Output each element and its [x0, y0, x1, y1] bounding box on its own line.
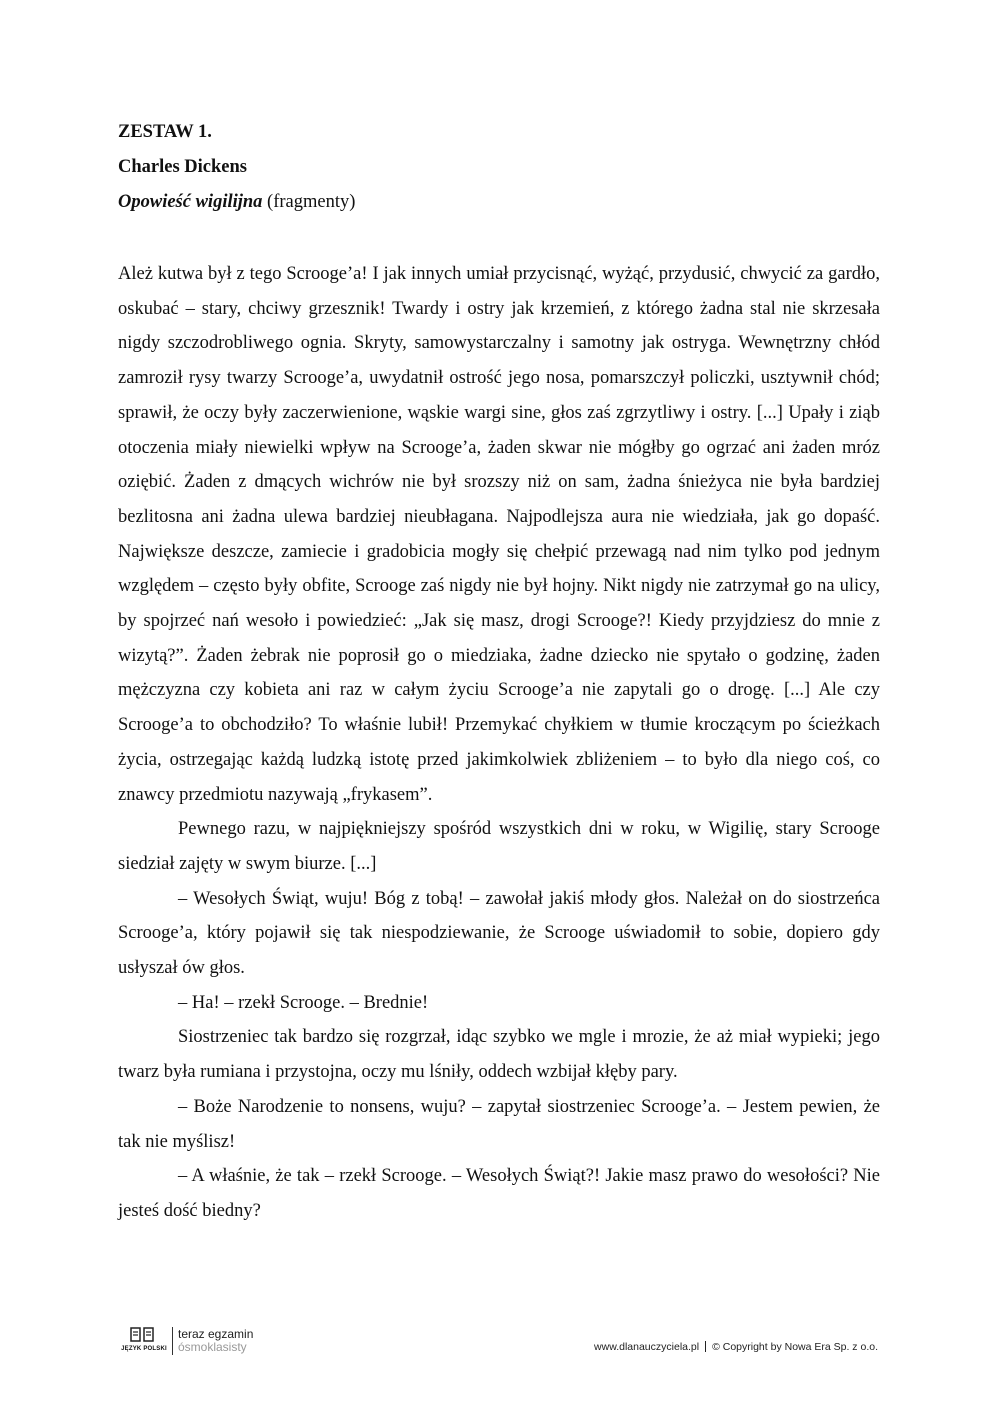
brand-line-2: ósmoklasisty [178, 1340, 247, 1354]
book-icon [130, 1327, 154, 1343]
author-name: Charles Dickens [118, 157, 247, 177]
work-title-note: (fragmenty) [267, 192, 356, 212]
website-link[interactable]: www.dlanauczyciela.pl [594, 1341, 700, 1353]
brand-line-1: teraz egzamin [178, 1327, 254, 1341]
set-label: ZESTAW 1. [118, 122, 212, 142]
work-title-line [118, 190, 355, 214]
text-body [118, 257, 880, 1229]
page-footer [0, 1325, 1000, 1365]
logo-divider [172, 1327, 173, 1355]
paragraph-2: Pewnego razu, w najpiękniejszy spośród wszystkich dni w roku, w Wigilię, stary Scrooge siedział zajęty w swym biurze. [...] [118, 819, 880, 874]
publisher-logo [118, 1327, 170, 1357]
work-title: Opowieść wigilijna [118, 192, 263, 212]
paragraph-6: – Boże Narodzenie to nonsens, wuju? – zapytał siostrzeniec Scrooge’a. – Jestem pewien, że tak nie myślisz! [118, 1096, 880, 1152]
paragraph-3: – Wesołych Świąt, wuju! Bóg z tobą! – zawołał jakiś młody głos. Należał on do siostrzeńca Scrooge’a, który pojawił się tak niespodziewanie, że Scrooge uświadomił to sobie, dopiero gdy usłyszał ów głos. [118, 888, 880, 979]
footer-divider [705, 1341, 706, 1352]
paragraph-4: – Ha! – rzekł Scrooge. – Brednie! [178, 992, 429, 1013]
logo-caption: JĘZYK POLSKI [121, 1346, 167, 1352]
paragraph-5: Siostrzeniec tak bardzo się rozgrzał, idąc szybko we mgle i mrozie, że aż miał wypieki; jego twarz była rumiana i przystojna, oczy mu lśniły, oddech wzbijał kłęby pary. [118, 1027, 880, 1083]
footer-credits [594, 1341, 878, 1353]
copyright-text: © Copyright by Nowa Era Sp. z o.o. [712, 1341, 878, 1353]
paragraph-1: Ależ kutwa był z tego Scrooge’a! I jak innych umiał przycisnąć, wyżąć, przydusić, chwycić za gardło, oskubać – stary, chciwy grzesznik! Twardy i ostry jak krzemień, z którego żadna stal nie skrzesała nigdy szczodrobliwego ognia. Skryty, samowystarczalny i samotny jak ostryga. Wewnętrzny chłód zamroził rysy twarzy Scrooge’a, uwydatnił ostrość jego nosa, pomarszczył policzki, usztywnił chód; sprawił, że oczy były zaczerwienione, wąskie wargi sine, głos zaś zgrzytliwy i ostry. [...] Upały i ziąb otoczenia miały niewielki wpływ na Scrooge’a, żaden skwar nie mógłby go ogrzać ani żaden mróz oziębić. Żaden z dmących wichrów nie był srozszy niż on sam, żadna śnieżyca nie była bardziej bezlitosna ani żadna ulewa bardziej nieubłagana. Najpodlejsza aura nie wiedziała, jak go dopaść. Największe deszcze, zamiecie i gradobicia mogły się chełpić przewagą nad nim tylko pod jednym względem – często były obfite, Scrooge zaś nigdy nie był hojny. Nikt nigdy nie zatrzymał go na ulicy, by spojrzeć nań wesoło i powiedzieć: „Jak się masz, drogi Scrooge?! Kiedy przyjdziesz do mnie z wizytą?”. Żaden żebrak nie poprosił go o miedziaka, żadne dziecko nie spytało o godzinę, żaden mężczyzna czy kobieta ani raz w całym życiu Scrooge’a nie zapytali go o drogę. [...] Ale czy Scrooge’a to obchodziło? To właśnie lubił! Przemykać chyłkiem w tłumie kroczącym po ścieżkach życia, ostrzegając każdą ludzką istotę przed jakimkolwiek zbliżeniem – to było dla niego coś, co znawcy przedmiotu nazywają „frykasem”. [118, 264, 880, 805]
paragraph-7: – A właśnie, że tak – rzekł Scrooge. – Wesołych Świąt?! Jakie masz prawo do wesołości? Nie jesteś dość biedny? [118, 1166, 880, 1221]
